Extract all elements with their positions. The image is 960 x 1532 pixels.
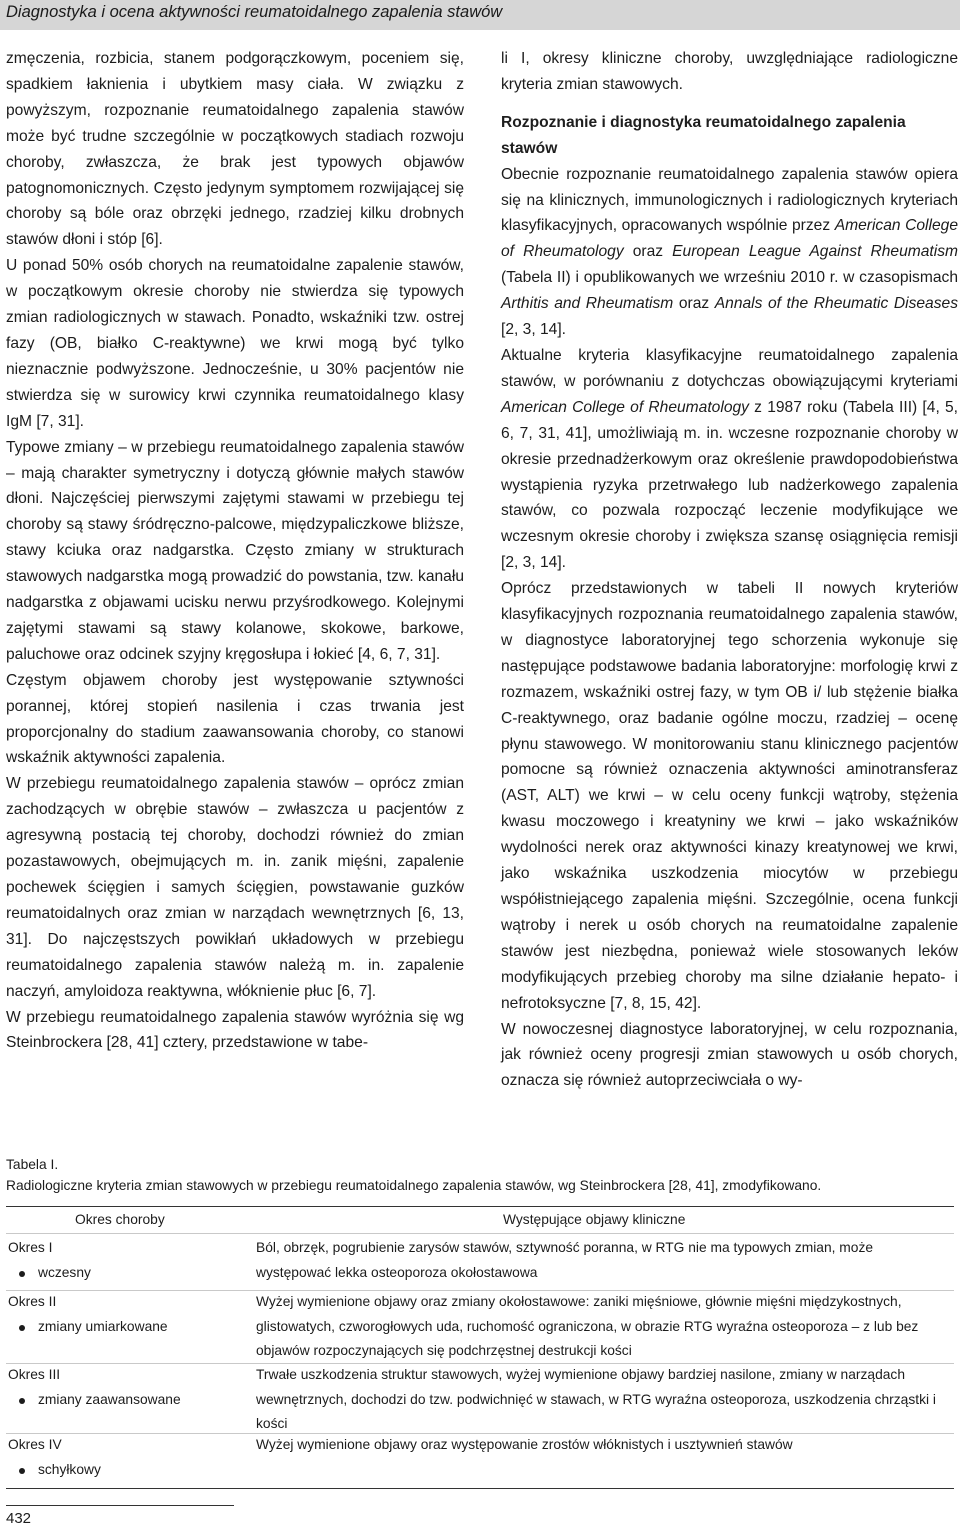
text-run: oraz	[673, 295, 715, 313]
text-run: (Tabela II) i opublikowanych we wrześniu 2010 r. w czasopismach	[501, 269, 958, 287]
text-run: oraz	[623, 243, 673, 261]
text-run: [2, 3, 14].	[501, 321, 567, 339]
italic-text: American College of Rheumatology	[501, 398, 749, 416]
symptoms-cell: Wyżej wymienione objawy oraz występowanie zrostów włóknistych i usztywnień stawów	[256, 1437, 793, 1452]
paragraph: W przebiegu reumatoidalnego zapalenia stawów wyróżnia się wg Steinbrockera [28, 41] cztery, przedstawione w tabe-	[6, 1008, 464, 1052]
text-run: z 1987 roku (Tabela III) [4, 5, 6, 7, 31, 41], umożliwiają m. in. wczesne rozpoznanie choroby w okresie przednadżerkowym oraz określenie prawdopodobieństwa wystąpienia ryzyka przetrwałego lub nadżerkowego zapalenia stawów, co pozwala rozpocząć leczenie modyfikujące we wczesnym okresie choroby i zwiększa szansę osiągnięcia remisji [2, 3, 14].	[501, 398, 958, 572]
stage-name: Okres IV	[8, 1437, 62, 1452]
table-bottom-rule	[6, 1488, 954, 1489]
left-column	[6, 46, 464, 1056]
text-run: Aktualne kryteria klasyfikacyjne reumatoidalnego zapalenia stawów, w porównaniu z dotychczas obowiązującymi kryteriami	[501, 346, 958, 390]
paragraph	[501, 162, 958, 343]
italic-text: Annals of the Rheumatic Diseases	[714, 295, 958, 313]
paragraph: Częstym objawem choroby jest występowanie sztywności porannej, której stopień nasilenia i czas trwania jest proporcjonalny do stadium zaawansowania choroby, co stanowi wskaźnik aktywności zapalenia.	[6, 671, 464, 767]
table-label: Tabela I.	[6, 1157, 59, 1172]
stage-cell	[8, 1236, 238, 1285]
stage-name: Okres III	[8, 1367, 61, 1382]
symptoms-cell: Trwałe uszkodzenia struktur stawowych, wyżej wymienione objawy bardziej nasilone, zmiany w narządach wewnętrznych, dochodzi do tzw. podwichnięć w stawach, w RTG wyraźna osteoporoza, uszkodzenia chrząstki i kości	[256, 1367, 936, 1431]
paragraph	[501, 343, 958, 576]
italic-text: American College of Rheumatology	[501, 217, 958, 261]
running-header: Diagnostyka i ocena aktywności reumatoidalnego zapalenia stawów	[0, 0, 960, 30]
paragraph: Typowe zmiany – w przebiegu reumatoidalnego zapalenia stawów – mają charakter symetryczny i dotyczą głównie małych stawów dłoni. Najczęściej pierwszymi zajętymi stawami w przebiegu tej choroby są stawy śródręczno-palcowe, międzypaliczkowe bliższe, stawy kciuka oraz nadgarstka. Często zmiany w strukturach stawowych nadgarstka mogą prowadzić do powstania, tzw. kanału nadgarstka z objawami ucisku nerwu przyśrodkowego. Kolejnymi zajętymi stawami są stawy kolanowe, skokowe, barkowe, paluchowe oraz odcinek szyjny kręgosłupa i łokieć [4, 6, 7, 31].	[6, 438, 464, 663]
stage-description: zmiany zaawansowane	[8, 1388, 238, 1413]
paragraph: W nowoczesnej diagnostyce laboratoryjnej, w celu rozpoznania, jak również oceny progresji zmian stawowych u osób chorych, oznacza się również autoprzeciwciała o wy-	[501, 1020, 958, 1090]
stage-name: Okres II	[8, 1294, 57, 1309]
table-caption	[6, 1154, 956, 1196]
column-header-symptoms: Występujące objawy kliniczne	[503, 1212, 686, 1227]
stage-cell	[8, 1433, 238, 1482]
column-header-stage: Okres choroby	[75, 1212, 165, 1227]
italic-text: European League Against Rheumatism	[672, 243, 959, 261]
paragraph: li I, okresy kliniczne choroby, uwzględniające radiologiczne kryteria zmian stawowych.	[501, 50, 958, 93]
paragraph: zmęczenia, rozbicia, stanem podgorączkowym, poceniem się, spadkiem łaknienia i ubytkiem masy ciała. W związku z powyższym, rozpoznanie reumatoidalnego zapalenia stawów może być trudne szczególnie w początkowych stadiach rozwoju choroby, zwłaszcza, że brak jest typowych objawów patognomonicznych. Często jedynym symptomem rozwijającej się choroby są bóle oraz obrzęki jednego, rzadziej kilku drobnych stawów dłoni i stóp [6].	[6, 50, 464, 249]
symptoms-cell: Wyżej wymienione objawy oraz zmiany okołostawowe: zaniki mięśniowe, głównie mięśni międzykostnych, glistowatych, czworogłowych uda, ruchomość ograniczona, w obrazie RTG wyraźna osteoporoza – z lub bez objawów rozpoczynających się podchrzęstnej destrukcji kości	[256, 1294, 919, 1358]
stage-description: schyłkowy	[8, 1458, 238, 1483]
section-heading: Rozpoznanie i diagnostyka reumatoidalnego zapalenia stawów	[501, 113, 906, 157]
paragraph: Oprócz przedstawionych w tabeli II nowych kryteriów klasyfikacyjnych rozpoznania reumatoidalnego zapalenia stawów, w diagnostyce laboratoryjnej tego schorzenia wykonuje się następujące podstawowe badania laboratoryjne: morfologię krwi z rozmazem, wskaźniki ostrej fazy, w tym OB i/ lub stężenie białka C-reaktywnego, oraz badanie ogólne moczu, rzadziej – ocenę płynu stawowego. W monitorowaniu stanu klinicznego pacjentów pomocne są również oznaczenia aktywności aminotransferaz (AST, ALT) we krwi – w celu oceny funkcji wątroby, stężenia kwasu moczowego i kreatyniny we krwi – jako wskaźników wydolności nerek oraz aktywności kinazy kreatynowej we krwi, jako wskaźnika uszkodzenia miocytów w przebiegu współistniejącego zapalenia mięśni. Szczególnie, ocena funkcji wątroby i nerek u osób chorych na reumatoidalne zapalenie stawów jest niezbędna, ponieważ wiele stosowanych leków modyfikujących przebieg choroby ma silne działanie hepato- i nefrotoksyczne [7, 8, 15, 42].	[501, 580, 958, 1012]
footer-rule	[6, 1505, 234, 1506]
table-top-rule	[6, 1206, 954, 1207]
text-run: Obecnie rozpoznanie reumatoidalnego zapalenia stawów opiera się na klinicznych, immunologicznych i radiologicznych kryteriach klasyfikacyjnych, opracowanych wspólnie przez	[501, 165, 958, 235]
symptoms-cell: Ból, obrzęk, pogrubienie zarysów stawów, sztywność poranna, w RTG nie ma typowych zmian, może występować lekka osteoporoza okołostawowa	[256, 1240, 874, 1280]
right-column	[501, 46, 958, 1094]
table-caption-text: Radiologiczne kryteria zmian stawowych w przebiegu reumatoidalnego zapalenia stawów, wg Steinbrockera [28, 41], zmodyfikowano.	[6, 1178, 822, 1193]
stage-description: zmiany umiarkowane	[8, 1315, 238, 1340]
paragraph: U ponad 50% osób chorych na reumatoidalne zapalenie stawów, w początkowym okresie choroby nie stwierdza się typowych zmian radiologicznych w stawach. Ponadto, wskaźniki tzw. ostrej fazy (OB, białko C-reaktywne) we krwi mogą być tylko nieznacznie podwyższone. Jednocześnie, u 30% pacjentów nie stwierdza się w surowicy krwi czynnika reumatoidalnego klasy IgM [7, 31].	[6, 257, 464, 430]
stage-cell	[8, 1290, 238, 1339]
page-number: 432	[6, 1510, 32, 1527]
stage-cell	[8, 1363, 238, 1412]
italic-text: Arthitis and Rheumatism	[501, 295, 674, 313]
table-divider	[6, 1233, 954, 1234]
paragraph: W przebiegu reumatoidalnego zapalenia stawów – oprócz zmian zachodzących w obrębie stawów – zwłaszcza u pacjentów z agresywną postacią tej choroby, dochodzi również do zmian pozastawowych, obejmujących m. in. zanik mięśni, zapalenie pochewek ścięgien i samych ścięgien, powstawanie guzków reumatoidalnych oraz zmian w narządach wewnętrznych [6, 13, 31]. Do najczęstszych powikłań układowych w przebiegu reumatoidalnego zapalenia stawów należą m. in. zapalenie naczyń, amyloidoza reaktywna, włóknienie płuc [6, 7].	[6, 775, 464, 1000]
stage-name: Okres I	[8, 1240, 53, 1255]
stage-description: wczesny	[8, 1261, 238, 1286]
